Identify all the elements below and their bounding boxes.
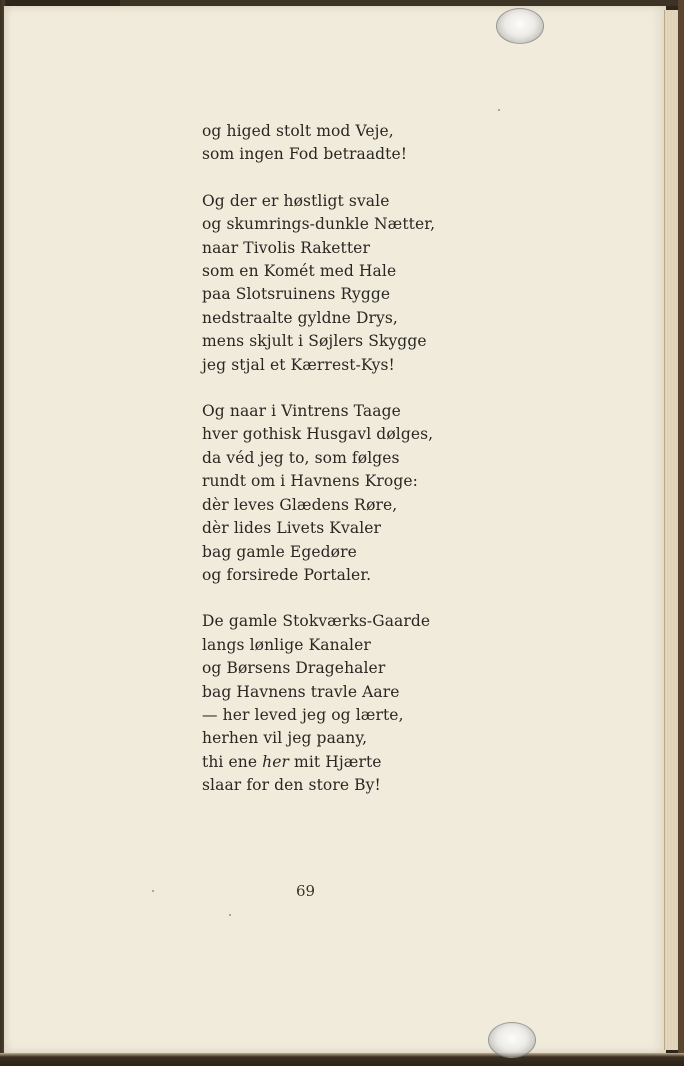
paper-speck: [152, 890, 154, 892]
poem-line: og Børsens Dragehaler: [202, 659, 386, 678]
poem-line: hver gothisk Husgavl dølges,: [202, 425, 434, 444]
stanza: [202, 120, 502, 167]
stanza: [202, 190, 502, 377]
poem-line: da véd jeg to, som følges: [202, 448, 400, 467]
poem-line: De gamle Stokværks-Gaarde: [202, 612, 431, 631]
poem-line: og higed stolt mod Veje,: [202, 122, 394, 140]
poem-line: Og der er høstligt svale: [202, 191, 390, 210]
poem-line: jeg stjal et Kærrest-Kys!: [202, 355, 395, 374]
poem-line: som ingen Fod betraadte!: [202, 145, 408, 164]
poem-line: naar Tivolis Raketter: [202, 238, 370, 257]
binding-edge-right: [678, 0, 684, 1066]
poem-line: dèr lides Livets Kvaler: [202, 519, 382, 538]
poem-line: paa Slotsruinens Rygge: [202, 285, 391, 304]
poem-line: og forsirede Portaler.: [202, 565, 372, 584]
poem-line: rundt om i Havnens Kroge:: [202, 472, 418, 491]
poem-line: herhen vil jeg paany,: [202, 729, 368, 748]
poem-text: [202, 120, 502, 798]
poem-line: nedstraalte gyldne Drys,: [202, 308, 398, 327]
poem-line: dèr leves Glædens Røre,: [202, 495, 398, 514]
poem-line: mens skjult i Søjlers Skygge: [202, 332, 427, 351]
page-clip-icon: [488, 1022, 536, 1058]
poem-line: slaar for den store By!: [202, 776, 381, 795]
poem-line-part: mit Hjærte: [289, 752, 382, 771]
stanza: [202, 610, 502, 797]
paper-speck: [498, 109, 500, 111]
page-clip-icon: [496, 8, 544, 44]
poem-line: og skumrings-dunkle Nætter,: [202, 215, 436, 234]
poem-line: langs lønlige Kanaler: [202, 635, 371, 654]
poem-line: som en Komét med Hale: [202, 262, 397, 281]
poem-line-emphasis: her: [262, 752, 290, 771]
poem-line: — her leved jeg og lærte,: [202, 705, 404, 724]
paper-speck: [229, 914, 231, 916]
stanza: [202, 400, 502, 587]
poem-line: bag Havnens travle Aare: [202, 682, 400, 701]
poem-line: Og naar i Vintrens Taage: [202, 402, 401, 421]
poem-line: [202, 751, 502, 774]
poem-line: bag gamle Egedøre: [202, 542, 357, 561]
poem-line-part: thi ene: [202, 752, 263, 771]
page-number: 69: [296, 882, 316, 900]
binding-edge-bottom: [0, 1053, 684, 1066]
